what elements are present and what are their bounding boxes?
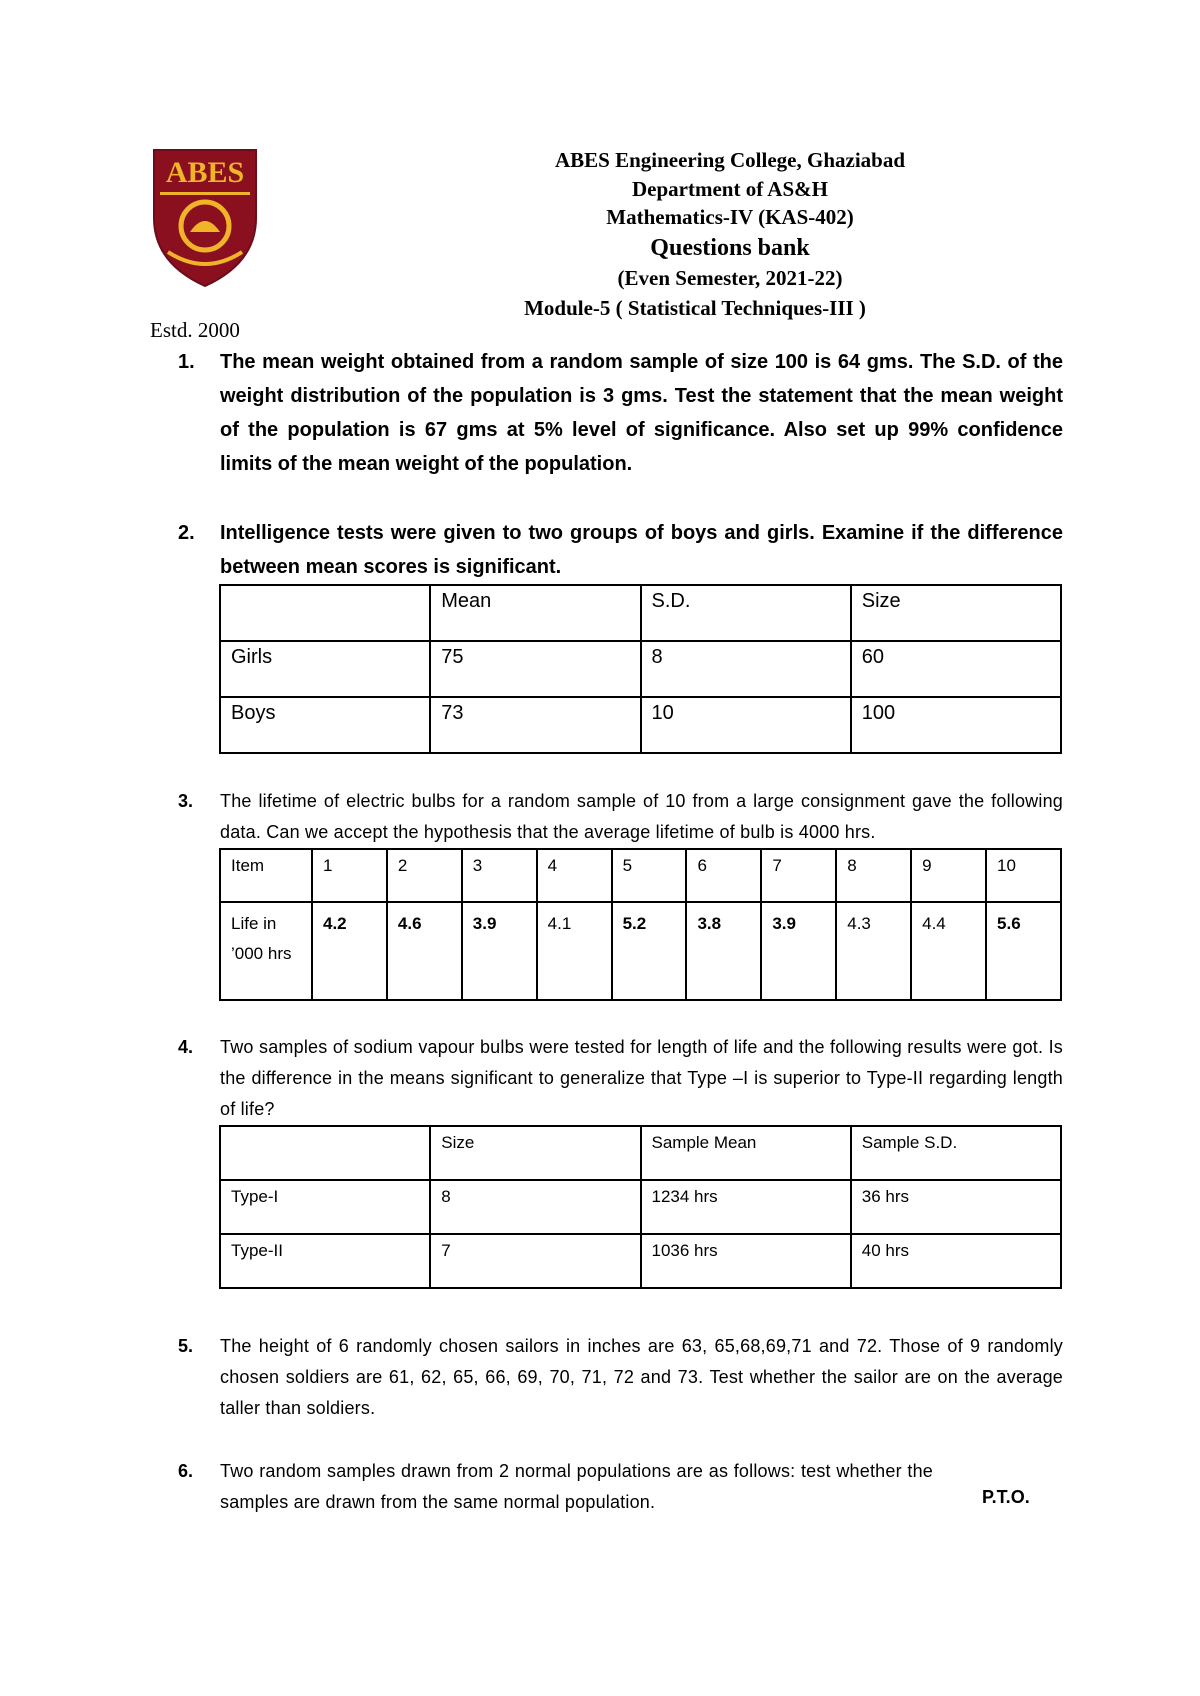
estd-text: Estd. 2000 xyxy=(150,318,240,342)
question-number: 2. xyxy=(178,522,195,544)
table-cell: 100 xyxy=(851,697,1061,753)
question-1 xyxy=(178,345,1063,481)
question-text: The mean weight obtained from a random sample of size 100 is 64 gms. The S.D. of the weight distribution of the population is 3 gms. Test the statement that the mean weight of the population is 67 gms at 5% level of significance. Also set up 99% confidence limits of the mean weight of the population. xyxy=(220,351,1063,475)
question-text: Two samples of sodium vapour bulbs were tested for length of life and the following results were got. Is the difference in the means significant to generalize that Type –I is superior to Type-II regarding length of life? xyxy=(220,1037,1063,1119)
table-cell: 3.9 xyxy=(462,902,537,1000)
question-number: 4. xyxy=(178,1037,194,1057)
table-cell: Type-II xyxy=(220,1234,430,1288)
question-number: 3. xyxy=(178,791,194,811)
question-6 xyxy=(178,1456,1063,1518)
table-cell: 5.6 xyxy=(986,902,1061,1000)
table-row xyxy=(220,849,1061,902)
table-cell: 1 xyxy=(312,849,387,902)
table-cell: 4 xyxy=(537,849,612,902)
table-cell: 7 xyxy=(761,849,836,902)
table-cell: 3 xyxy=(462,849,537,902)
table-cell xyxy=(220,1126,430,1180)
table-cell: 1036 hrs xyxy=(641,1234,851,1288)
table-cell: 4.4 xyxy=(911,902,986,1000)
table-cell: 75 xyxy=(430,641,640,697)
question-number: 6. xyxy=(178,1461,194,1481)
table-cell: 8 xyxy=(430,1180,640,1234)
table-cell: Sample S.D. xyxy=(851,1126,1061,1180)
table-cell: 3.9 xyxy=(761,902,836,1000)
document-header xyxy=(430,146,1030,324)
table-cell: Size xyxy=(430,1126,640,1180)
table-cell: Size xyxy=(851,585,1061,641)
table-row xyxy=(220,1234,1061,1288)
table-cell: Sample Mean xyxy=(641,1126,851,1180)
table-cell: Boys xyxy=(220,697,430,753)
table-cell: 73 xyxy=(430,697,640,753)
table-cell: Type-I xyxy=(220,1180,430,1234)
table-cell: 7 xyxy=(430,1234,640,1288)
department-name: Department of AS&H xyxy=(632,176,828,201)
table-cell: 5 xyxy=(612,849,687,902)
table-cell: 4.1 xyxy=(537,902,612,1000)
table-cell: Girls xyxy=(220,641,430,697)
question-4 xyxy=(178,1032,1063,1125)
question-text: Two random samples drawn from 2 normal populations are as follows: test whether the samples are drawn from the same normal population. xyxy=(220,1461,933,1512)
table-row xyxy=(220,641,1061,697)
table-intelligence-scores xyxy=(219,584,1062,754)
table-cell: 8 xyxy=(836,849,911,902)
question-number: 1. xyxy=(178,351,195,373)
semester-label: (Even Semester, 2021-22) xyxy=(617,265,843,290)
logo-band-top xyxy=(160,192,250,195)
table-cell: 8 xyxy=(641,641,851,697)
college-logo xyxy=(150,148,260,288)
table-cell: 9 xyxy=(911,849,986,902)
question-number: 5. xyxy=(178,1336,194,1356)
question-text: Intelligence tests were given to two groups of boys and girls. Examine if the difference between mean scores is significant. xyxy=(220,522,1063,578)
question-text: The lifetime of electric bulbs for a random sample of 10 from a large consignment gave the following data. Can we accept the hypothesis that the average lifetime of bulb is 4000 hrs. xyxy=(220,791,1063,842)
table-cell: 60 xyxy=(851,641,1061,697)
table-cell: Item xyxy=(220,849,312,902)
table-cell: Mean xyxy=(430,585,640,641)
table-cell: 3.8 xyxy=(686,902,761,1000)
college-name: ABES Engineering College, Ghaziabad xyxy=(554,148,906,172)
table-cell: 40 hrs xyxy=(851,1234,1061,1288)
module-label: Module-5 ( Statistical Techniques-III ) xyxy=(524,296,866,320)
table-row xyxy=(220,1180,1061,1234)
question-3 xyxy=(178,786,1063,848)
table-cell: 4.2 xyxy=(312,902,387,1000)
question-text: The height of 6 randomly chosen sailors in inches are 63, 65,68,69,71 and 72. Those of 9 randomly chosen soldiers are 61, 62, 65, 66, 69, 70, 71, 72 and 73. Test whether the sailor are on the average taller than soldiers. xyxy=(220,1336,1063,1418)
table-cell: 36 hrs xyxy=(851,1180,1061,1234)
question-5 xyxy=(178,1331,1063,1424)
table-row xyxy=(220,697,1061,753)
table-cell: 10 xyxy=(986,849,1061,902)
table-cell: 10 xyxy=(641,697,851,753)
question-2 xyxy=(178,516,1063,584)
table-cell: 1234 hrs xyxy=(641,1180,851,1234)
table-header-row xyxy=(220,585,1061,641)
table-row xyxy=(220,902,1061,1000)
table-cell: 2 xyxy=(387,849,462,902)
table-cell xyxy=(220,585,430,641)
table-cell: S.D. xyxy=(641,585,851,641)
table-cell: 5.2 xyxy=(612,902,687,1000)
document-title: Questions bank xyxy=(650,234,810,261)
table-sodium-bulbs xyxy=(219,1125,1062,1289)
table-cell: 4.3 xyxy=(836,902,911,1000)
logo-text: ABES xyxy=(165,156,245,189)
course-name: Mathematics-IV (KAS-402) xyxy=(606,205,854,229)
pto-label: P.T.O. xyxy=(982,1487,1030,1507)
table-bulb-lifetimes xyxy=(219,848,1062,1001)
table-header-row xyxy=(220,1126,1061,1180)
table-cell: Life in ’000 hrs xyxy=(220,902,312,1000)
table-cell: 4.6 xyxy=(387,902,462,1000)
table-cell: 6 xyxy=(686,849,761,902)
